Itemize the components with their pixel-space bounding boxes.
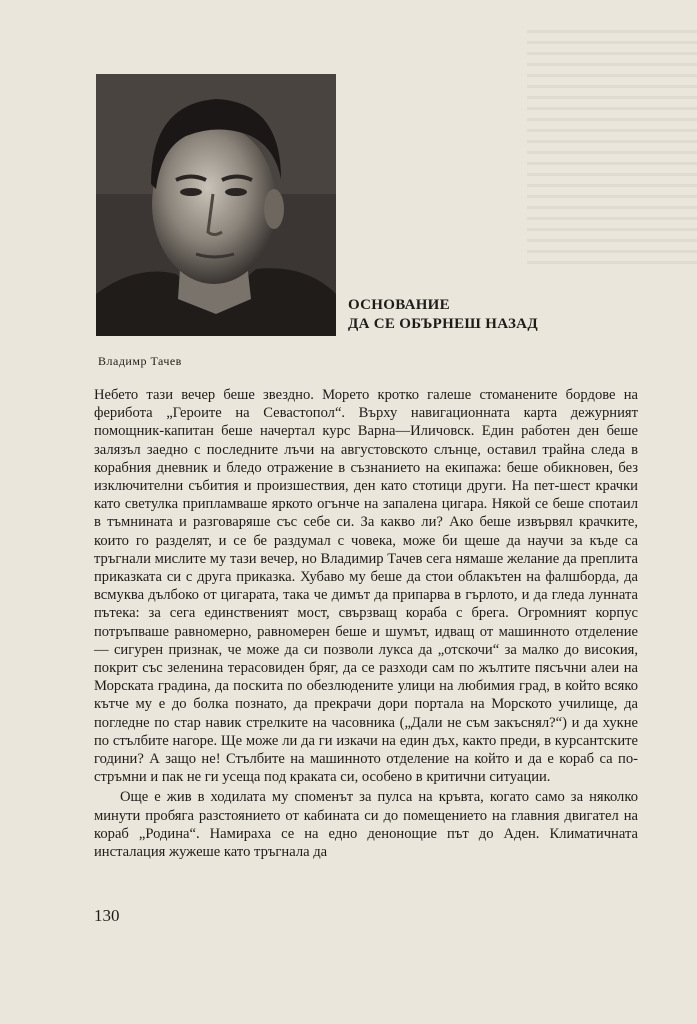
- article-title: [348, 296, 538, 334]
- title-line-2: ДА СЕ ОБЪРНЕШ НАЗАД: [348, 316, 538, 332]
- bleed-through-text: [527, 30, 697, 270]
- portrait-image: [96, 74, 336, 336]
- author-portrait-photo: [96, 74, 336, 336]
- page-number: 130: [94, 906, 120, 925]
- paragraph-1: Небето тази вечер беше звездно. Морето кротко галеше стоманените бордове на ферибота „Героите на Севастопол“. Върху навигационната карта дежурният помощник-капитан беше начертал курс Варна—Иличовск. Един работен ден беше залязъл заедно с последните лъчи на августовското слънце, оставил трайна следа в корабния дневник и бледо отражение в съзнанието на екипажа: беше обикновен, без изключителни събития и произшествия, ден като стотици други. На пет-шест крачки като светулка припламваше яркото огънче на запалена цигара. Някой се беше спотаил в тъмнината и разговаряше със себе си. За какво ли? Ако беше извървял крачките, които го разделят, и се бе раздумал с човека, може би щеше да научи за къде са тръгнали мислите му тази вечер, но Владимир Тачев сега нямаше желание да преплита приказката си с друга приказка. Хубаво му беше да стои облакътен на фалшборда, да всмуква дълбоко от цигарата, така че димът да припарва в гърлото, и да гледа лунната пътека: за сега единственият мост, свързващ кораба с брега. Огромният корпус потръпваше равномерно, равномерен беше и шумът, идващ от машинното отделение — сигурен признак, че може да си позволи лукса да „отскочи“ за малко до високия, покрит със зеленина терасовиден бряг, да се разходи сам по жълтите пясъчни алеи на Морската градина, да поскита по обезлюдените улици на любимия град, в който всяко кътче му е до болка познато, да прекрачи дори портала на Морското училище, да погледне по стар навик стрелките на часовника („Дали не съм закъснял?“) и да хукне по стълбите нагоре. Ще може ли да ги изкачи на един дъх, както преди, в курсантските години? А защо не! Стълбите на машинното отделение на който и да е кораб са по-стръмни и пак не ги усеща под краката си, особено в критични ситуации.: [94, 387, 638, 786]
- title-line-1: ОСНОВАНИЕ: [348, 297, 450, 313]
- paragraph-2: Още е жив в ходилата му споменът за пулса на кръвта, когато само за няколко минути пробяга разстоянието от кабината си до помещението на главния двигател на кораб „Родина“. Намираха се на едно денонощие път до Аден. Климатичната инсталация жужеше като тръгнала да: [94, 789, 638, 861]
- author-caption: Владимр Тачев: [98, 354, 182, 368]
- article-body: [94, 386, 638, 861]
